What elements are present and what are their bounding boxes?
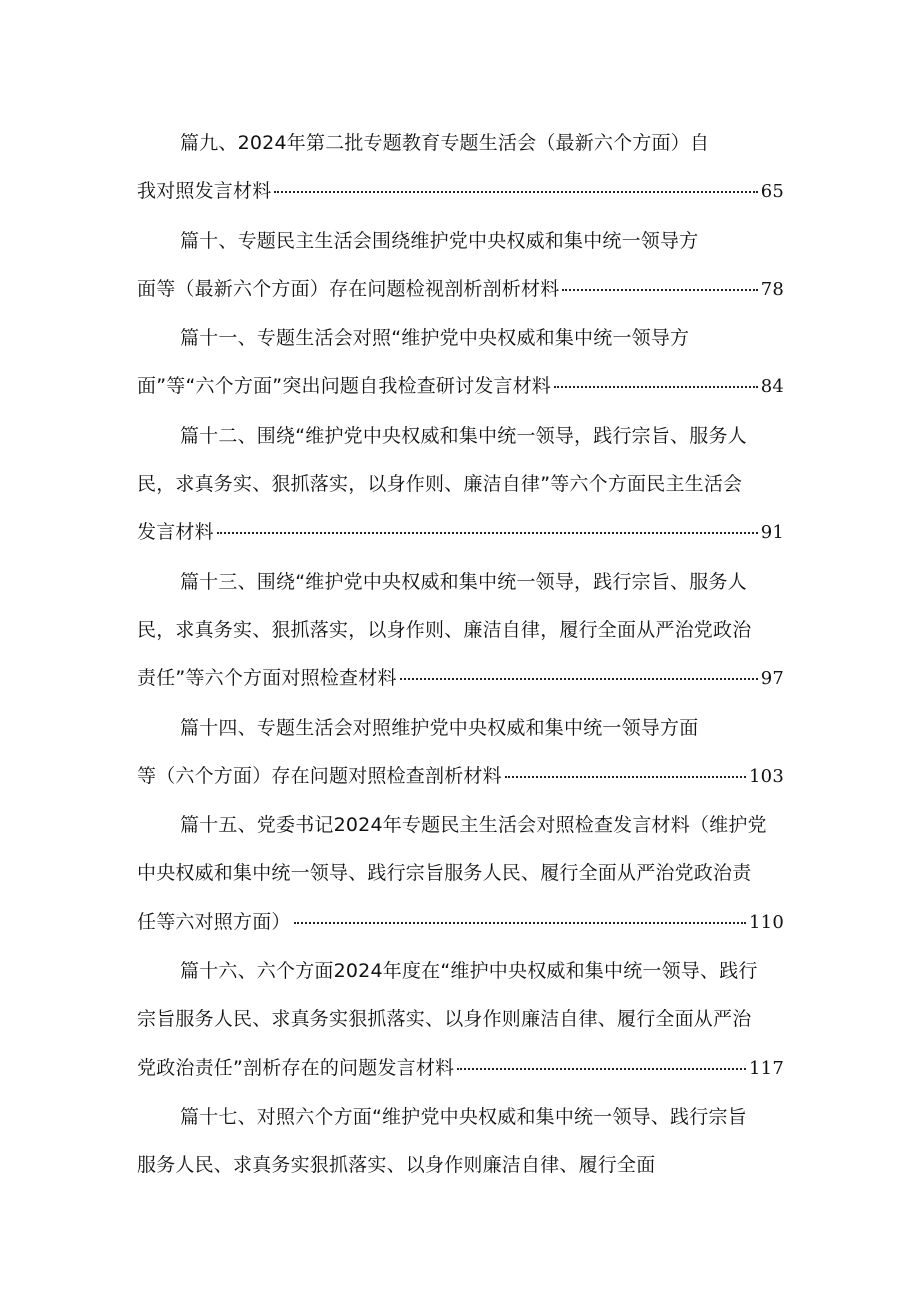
toc-page-number: 91 [760, 522, 784, 544]
dot-leader [217, 532, 758, 534]
toc-page-number: 110 [749, 911, 784, 933]
toc-entry[interactable] [137, 704, 784, 802]
toc-entry-title-line: 篇十六、六个方面2024年度在“维护中央权威和集中统一领导、践行 [180, 960, 758, 983]
toc-entry-title-line: 宗旨服务人民、求真务实狠抓落实、以身作则廉洁自律、履行全面从严治 [137, 1008, 752, 1031]
toc-entry[interactable] [137, 947, 784, 1093]
dot-leader [294, 922, 746, 924]
dot-leader [457, 1068, 746, 1070]
toc-entry[interactable] [137, 412, 784, 558]
toc-entry-title-line: 服务人民、求真务实狠抓落实、以身作则廉洁自律、履行全面 [137, 1154, 656, 1177]
dot-leader [554, 386, 758, 388]
toc-entry[interactable] [137, 1093, 784, 1190]
dot-leader [274, 191, 757, 193]
toc-entry-title-tail: 责任”等六个方面对照检查材料 [137, 667, 397, 690]
toc-entry-last-line [137, 508, 784, 557]
toc-entry-last-line [137, 752, 784, 801]
toc-entry[interactable] [137, 801, 784, 947]
table-of-contents [137, 119, 784, 1190]
toc-entry-title-line: 篇九、2024年第二批专题教育专题生活会（最新六个方面）自 [180, 132, 710, 154]
toc-entry-title-line: 篇十五、党委书记2024年专题民主生活会对照检查发言材料（维护党 [180, 814, 767, 837]
toc-entry-title-line: 篇十四、专题生活会对照维护党中央权威和集中统一领导方面 [180, 716, 699, 739]
toc-entry-last-line [137, 362, 784, 411]
toc-entry-last-line [137, 654, 784, 703]
dot-leader [562, 289, 757, 291]
toc-entry-title-line: 篇十二、围绕“维护党中央权威和集中统一领导，践行宗旨、服务人 [180, 424, 747, 447]
toc-entry-last-line [137, 1044, 784, 1093]
toc-entry-last-line [137, 898, 784, 947]
toc-entry-title-line: 民，求真务实、狠抓落实，以身作则、廉洁自律”等六个方面民主生活会 [137, 473, 743, 496]
toc-entry[interactable] [137, 558, 784, 704]
dot-leader [505, 776, 746, 778]
dot-leader [400, 678, 758, 680]
toc-entry-last-line [137, 167, 784, 216]
toc-entry-title-tail: 面”等“六个方面”突出问题自我检查研讨发言材料 [137, 375, 552, 398]
toc-entry[interactable] [137, 119, 784, 217]
toc-entry-title-line: 中央权威和集中统一领导、践行宗旨服务人民、履行全面从严治党政治责 [137, 862, 752, 885]
toc-page-number: 78 [760, 278, 784, 300]
toc-page-number: 97 [760, 668, 784, 690]
toc-entry[interactable] [137, 217, 784, 315]
toc-entry-title-tail: 发言材料 [137, 521, 214, 544]
toc-entry-title-line: 篇十一、专题生活会对照“维护党中央权威和集中统一领导方 [180, 327, 690, 350]
toc-page-number: 117 [749, 1057, 784, 1079]
toc-page-number: 65 [760, 181, 784, 203]
toc-entry-title-tail: 面等（最新六个方面）存在问题检视剖析剖析材料 [137, 277, 560, 300]
toc-entry-title-line: 篇十、专题民主生活会围绕维护党中央权威和集中统一领导方 [180, 229, 699, 252]
toc-entry-title-line: 篇十三、围绕“维护党中央权威和集中统一领导，践行宗旨、服务人 [180, 570, 747, 593]
toc-entry-title-tail: 任等六对照方面） [137, 910, 291, 933]
toc-page-number: 84 [760, 376, 784, 398]
toc-page-number: 103 [749, 765, 784, 787]
toc-entry-title-tail: 等（六个方面）存在问题对照检查剖析材料 [137, 764, 502, 787]
toc-entry-title-tail: 党政治责任”剖析存在的问题发言材料 [137, 1056, 455, 1079]
toc-entry-title-tail: 我对照发言材料 [137, 180, 272, 203]
toc-entry-title-line: 民，求真务实、狠抓落实，以身作则、廉洁自律，履行全面从严治党政治 [137, 618, 752, 641]
toc-entry-last-line [137, 265, 784, 314]
toc-entry-title-line: 篇十七、对照六个方面“维护党中央权威和集中统一领导、践行宗旨 [180, 1105, 747, 1128]
toc-entry[interactable] [137, 314, 784, 412]
